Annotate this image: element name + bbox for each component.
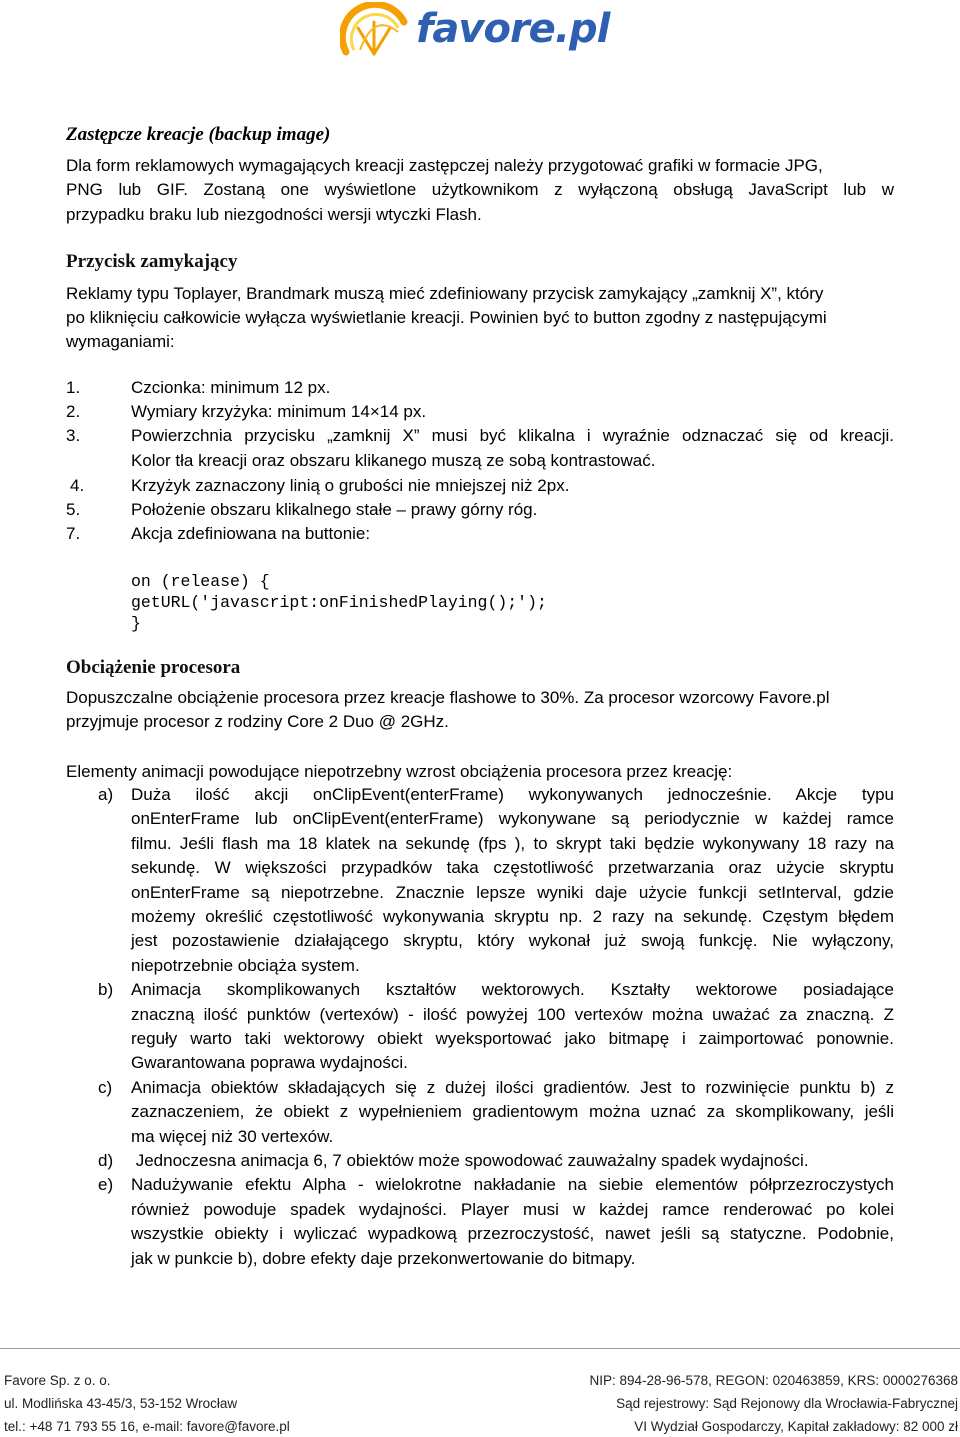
footer-contact: tel.: +48 71 793 55 16, e-mail: favore@favore.pl xyxy=(4,1419,290,1434)
list-item-line: wszystkie obiekty i wyliczać wypadkową przezroczystość, nawet jeśli są statyczne. Podobnie, xyxy=(131,1224,894,1244)
list-number: 5. xyxy=(66,500,81,519)
footer-divider xyxy=(0,1348,960,1349)
list-item: Powierzchnia przycisku „zamknij X” musi być klikalna i wyraźnie odznaczać się od kreacji. xyxy=(131,426,894,445)
list-item-line: onEnterFrame lub onClipEvent(enterFrame) wykonywane są periodycznie w każdej ramce xyxy=(131,809,894,829)
list-item-line: onEnterFrame są niepotrzebne. Znacznie lepsze wyniki daje użycie funkcji setInterval, gdzie xyxy=(131,882,894,902)
list-item-line: Nadużywanie efektu Alpha - wielokrotne nakładanie na siebie elementów półprzezroczystych xyxy=(131,1175,894,1195)
list-item-continued: Kolor tła kreacji oraz obszaru klikanego muszą ze sobą kontrastować. xyxy=(131,451,656,470)
list-letter: b) xyxy=(98,980,114,1000)
list-item-line: Gwarantowana poprawa wydajności. xyxy=(131,1053,408,1073)
footer-capital: VI Wydział Gospodarczy, Kapitał zakładowy: 82 000 zł xyxy=(634,1419,958,1434)
list-item: Położenie obszaru klikalnego stałe – prawy górny róg. xyxy=(131,500,538,519)
list-item-line: jak w punkcie b), dobre efekty daje przekonwertowanie do bitmapy. xyxy=(131,1248,636,1268)
code-line: } xyxy=(131,614,141,633)
list-number: 2. xyxy=(66,402,81,421)
list-item: Wymiary krzyżyka: minimum 14×14 px. xyxy=(131,402,427,421)
logo-wordmark: favore.pl xyxy=(416,6,610,52)
favore-logo xyxy=(340,2,640,60)
list-item: Akcja zdefiniowana na buttonie: xyxy=(131,524,371,543)
list-number: 1. xyxy=(66,378,81,397)
list-item-line: Animacja skomplikowanych kształtów wektorowych. Kształty wektorowe posiadające xyxy=(131,980,894,1000)
list-item-line: niepotrzebnie obciąża system. xyxy=(131,955,360,975)
paragraph-line: PNG lub GIF. Zostaną one wyświetlone użytkownikom z wyłączoną obsługą JavaScript lub w xyxy=(66,180,894,199)
paragraph-line: Dla form reklamowych wymagających kreacji zastępczej należy przygotować grafiki w formacie JPG, xyxy=(66,156,823,175)
list-item-line: Jednoczesna animacja 6, 7 obiektów może spowodować zauważalny spadek wydajności. xyxy=(131,1151,809,1170)
list-item-line: zaznaczeniem, że obiekt z wypełnieniem gradientowym można uznać za skomplikowany, jeśli xyxy=(131,1102,894,1122)
list-number: 7. xyxy=(66,524,81,543)
code-line: on (release) { xyxy=(131,572,270,591)
list-item-line: możemy określić częstotliwość wykonywania skryptu np. 2 razy na sekundę. Częstym błędem xyxy=(131,907,894,926)
list-item-line: filmu. Jeśli flash ma 18 klatek na sekundę (fps ), to skrypt taki będzie wykonywany 18 razy na xyxy=(131,833,894,853)
paragraph-line: wymaganiami: xyxy=(66,332,175,351)
orange-slice-icon xyxy=(340,2,410,60)
list-letter: c) xyxy=(98,1077,113,1097)
section-title-cpu: Obciążenie procesora xyxy=(66,657,241,678)
section-title-close-button: Przycisk zamykający xyxy=(66,251,238,272)
list-item: Czcionka: minimum 12 px. xyxy=(131,378,331,397)
list-letter: e) xyxy=(98,1175,114,1195)
list-number: 3. xyxy=(66,426,81,445)
list-item-line: również powoduje spadek wydajności. Player musi w każdej ramce renderować po kolei xyxy=(131,1199,894,1219)
section-title-backup: Zastępcze kreacje (backup image) xyxy=(66,124,331,145)
paragraph-line: po kliknięciu całkowicie wyłącza wyświetlanie kreacji. Powinien być to button zgodny z następującymi xyxy=(66,308,827,327)
footer-address: ul. Modlińska 43-45/3, 53-152 Wrocław xyxy=(4,1396,238,1411)
paragraph-line: Dopuszczalne obciążenie procesora przez kreacje flashowe to 30%. Za procesor wzorcowy Favore.pl xyxy=(66,688,830,707)
list-item-line: reguły warto taki wektorowy obiekt wyeksportować jako bitmapę i zaimportować ponownie. xyxy=(131,1029,894,1048)
list-item: Krzyżyk zaznaczony linią o grubości nie mniejszej niż 2px. xyxy=(131,476,570,495)
list-number: 4. xyxy=(70,476,85,495)
list-item-line: Duża ilość akcji onClipEvent(enterFrame) wykonywanych jednocześnie. Akcje typu xyxy=(131,785,894,804)
list-item-line: sekundę. W większości przypadków taka częstotliwość przetwarzania oraz użycie skryptu xyxy=(131,858,894,878)
list-letter: a) xyxy=(98,785,114,804)
paragraph-line: przyjmuje procesor z rodziny Core 2 Duo @ 2GHz. xyxy=(66,712,449,731)
paragraph-line: Reklamy typu Toplayer, Brandmark muszą mieć zdefiniowany przycisk zamykający „zamknij X”, który xyxy=(66,284,824,303)
footer-court: Sąd rejestrowy: Sąd Rejonowy dla Wrocławia-Fabrycznej xyxy=(616,1396,958,1411)
list-item-line: jest pozostawienie działającego skryptu, który wykonał już swoją funkcję. Nie wyłączony, xyxy=(131,931,894,951)
list-item-line: znaczną ilość punktów (vertexów) - ilość powyżej 100 vertexów można uważać za znaczną. Z xyxy=(131,1004,894,1024)
code-line: getURL('javascript:onFinishedPlaying();'); xyxy=(131,593,547,612)
paragraph-line: przypadku braku lub niezgodności wersji wtyczki Flash. xyxy=(66,205,482,224)
list-intro: Elementy animacji powodujące niepotrzebny wzrost obciążenia procesora przez kreację: xyxy=(66,762,733,781)
footer-company: Favore Sp. z o. o. xyxy=(4,1373,111,1388)
list-letter: d) xyxy=(98,1151,114,1170)
footer-nip: NIP: 894-28-96-578, REGON: 020463859, KRS: 0000276368 xyxy=(589,1373,958,1388)
list-item-line: Animacja obiektów składających się z dużej ilości gradientów. Jest to rozwinięcie punktu b) z xyxy=(131,1077,894,1097)
list-item-line: ma więcej niż 30 vertexów. xyxy=(131,1126,334,1146)
